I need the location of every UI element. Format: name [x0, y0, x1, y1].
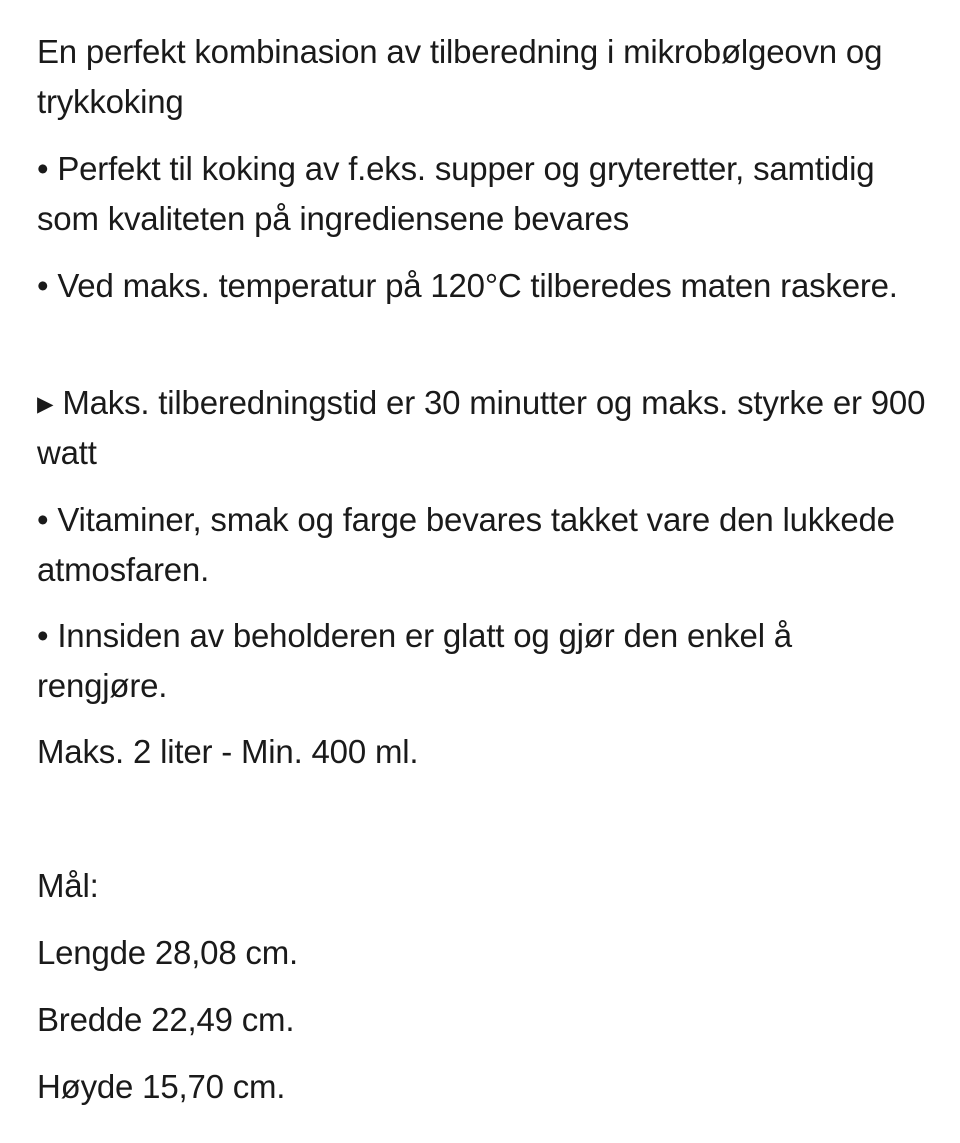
bullet-vitamins: • Vitaminer, smak og farge bevares takket vare den lukkede atmosfaren.	[37, 501, 895, 588]
bullet-soups-stews: • Perfekt til koking av f.eks. supper og gryteretter, samtidig som kvaliteten på ingrediensene bevares	[37, 150, 875, 237]
dimension-height: Høyde 15,70 cm.	[37, 1068, 286, 1105]
intro-paragraph: En perfekt kombinasion av tilberedning i mikrobølgeovn og trykkoking	[37, 33, 883, 120]
dimension-width: Bredde 22,49 cm.	[37, 1001, 295, 1038]
capacity-text: Maks. 2 liter - Min. 400 ml.	[37, 733, 419, 770]
dimension-length: Lengde 28,08 cm.	[37, 934, 298, 971]
dimensions-heading: Mål:	[37, 867, 99, 904]
bullet-cooking-time-power: ▸ Maks. tilberedningstid er 30 minutter og maks. styrke er 900 watt	[37, 384, 926, 471]
bullet-max-temperature: • Ved maks. temperatur på 120°C tilberedes maten raskere.	[37, 267, 898, 304]
bullet-easy-clean: • Innsiden av beholderen er glatt og gjør den enkel å rengjøre.	[37, 617, 792, 704]
